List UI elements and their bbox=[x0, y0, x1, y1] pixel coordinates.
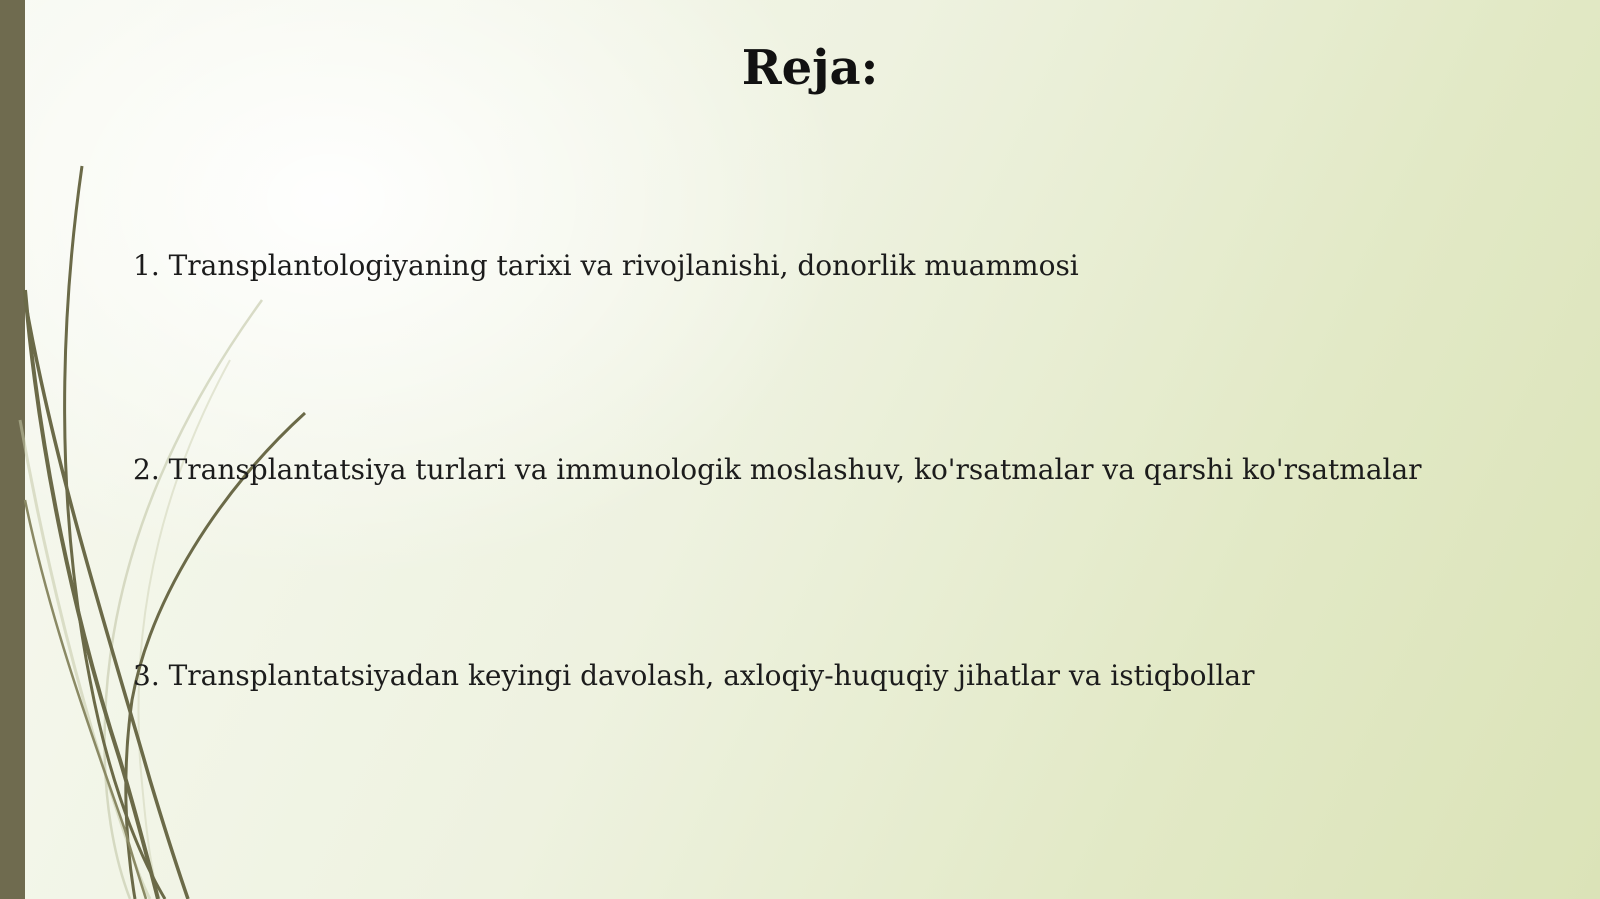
plan-item-1: 1. Transplantologiyaning tarixi va rivojlanishi, donorlik muammosi bbox=[133, 249, 1079, 282]
slide-title: Reja: bbox=[741, 40, 879, 96]
grass-decoration-icon bbox=[0, 0, 340, 899]
plan-item-2: 2. Transplantatsiya turlari va immunologik moslashuv, ko'rsatmalar va qarshi ko'rsatmalar bbox=[133, 453, 1422, 486]
plan-item-3: 3. Transplantatsiyadan keyingi davolash, axloqiy-huquqiy jihatlar va istiqbollar bbox=[133, 659, 1255, 692]
